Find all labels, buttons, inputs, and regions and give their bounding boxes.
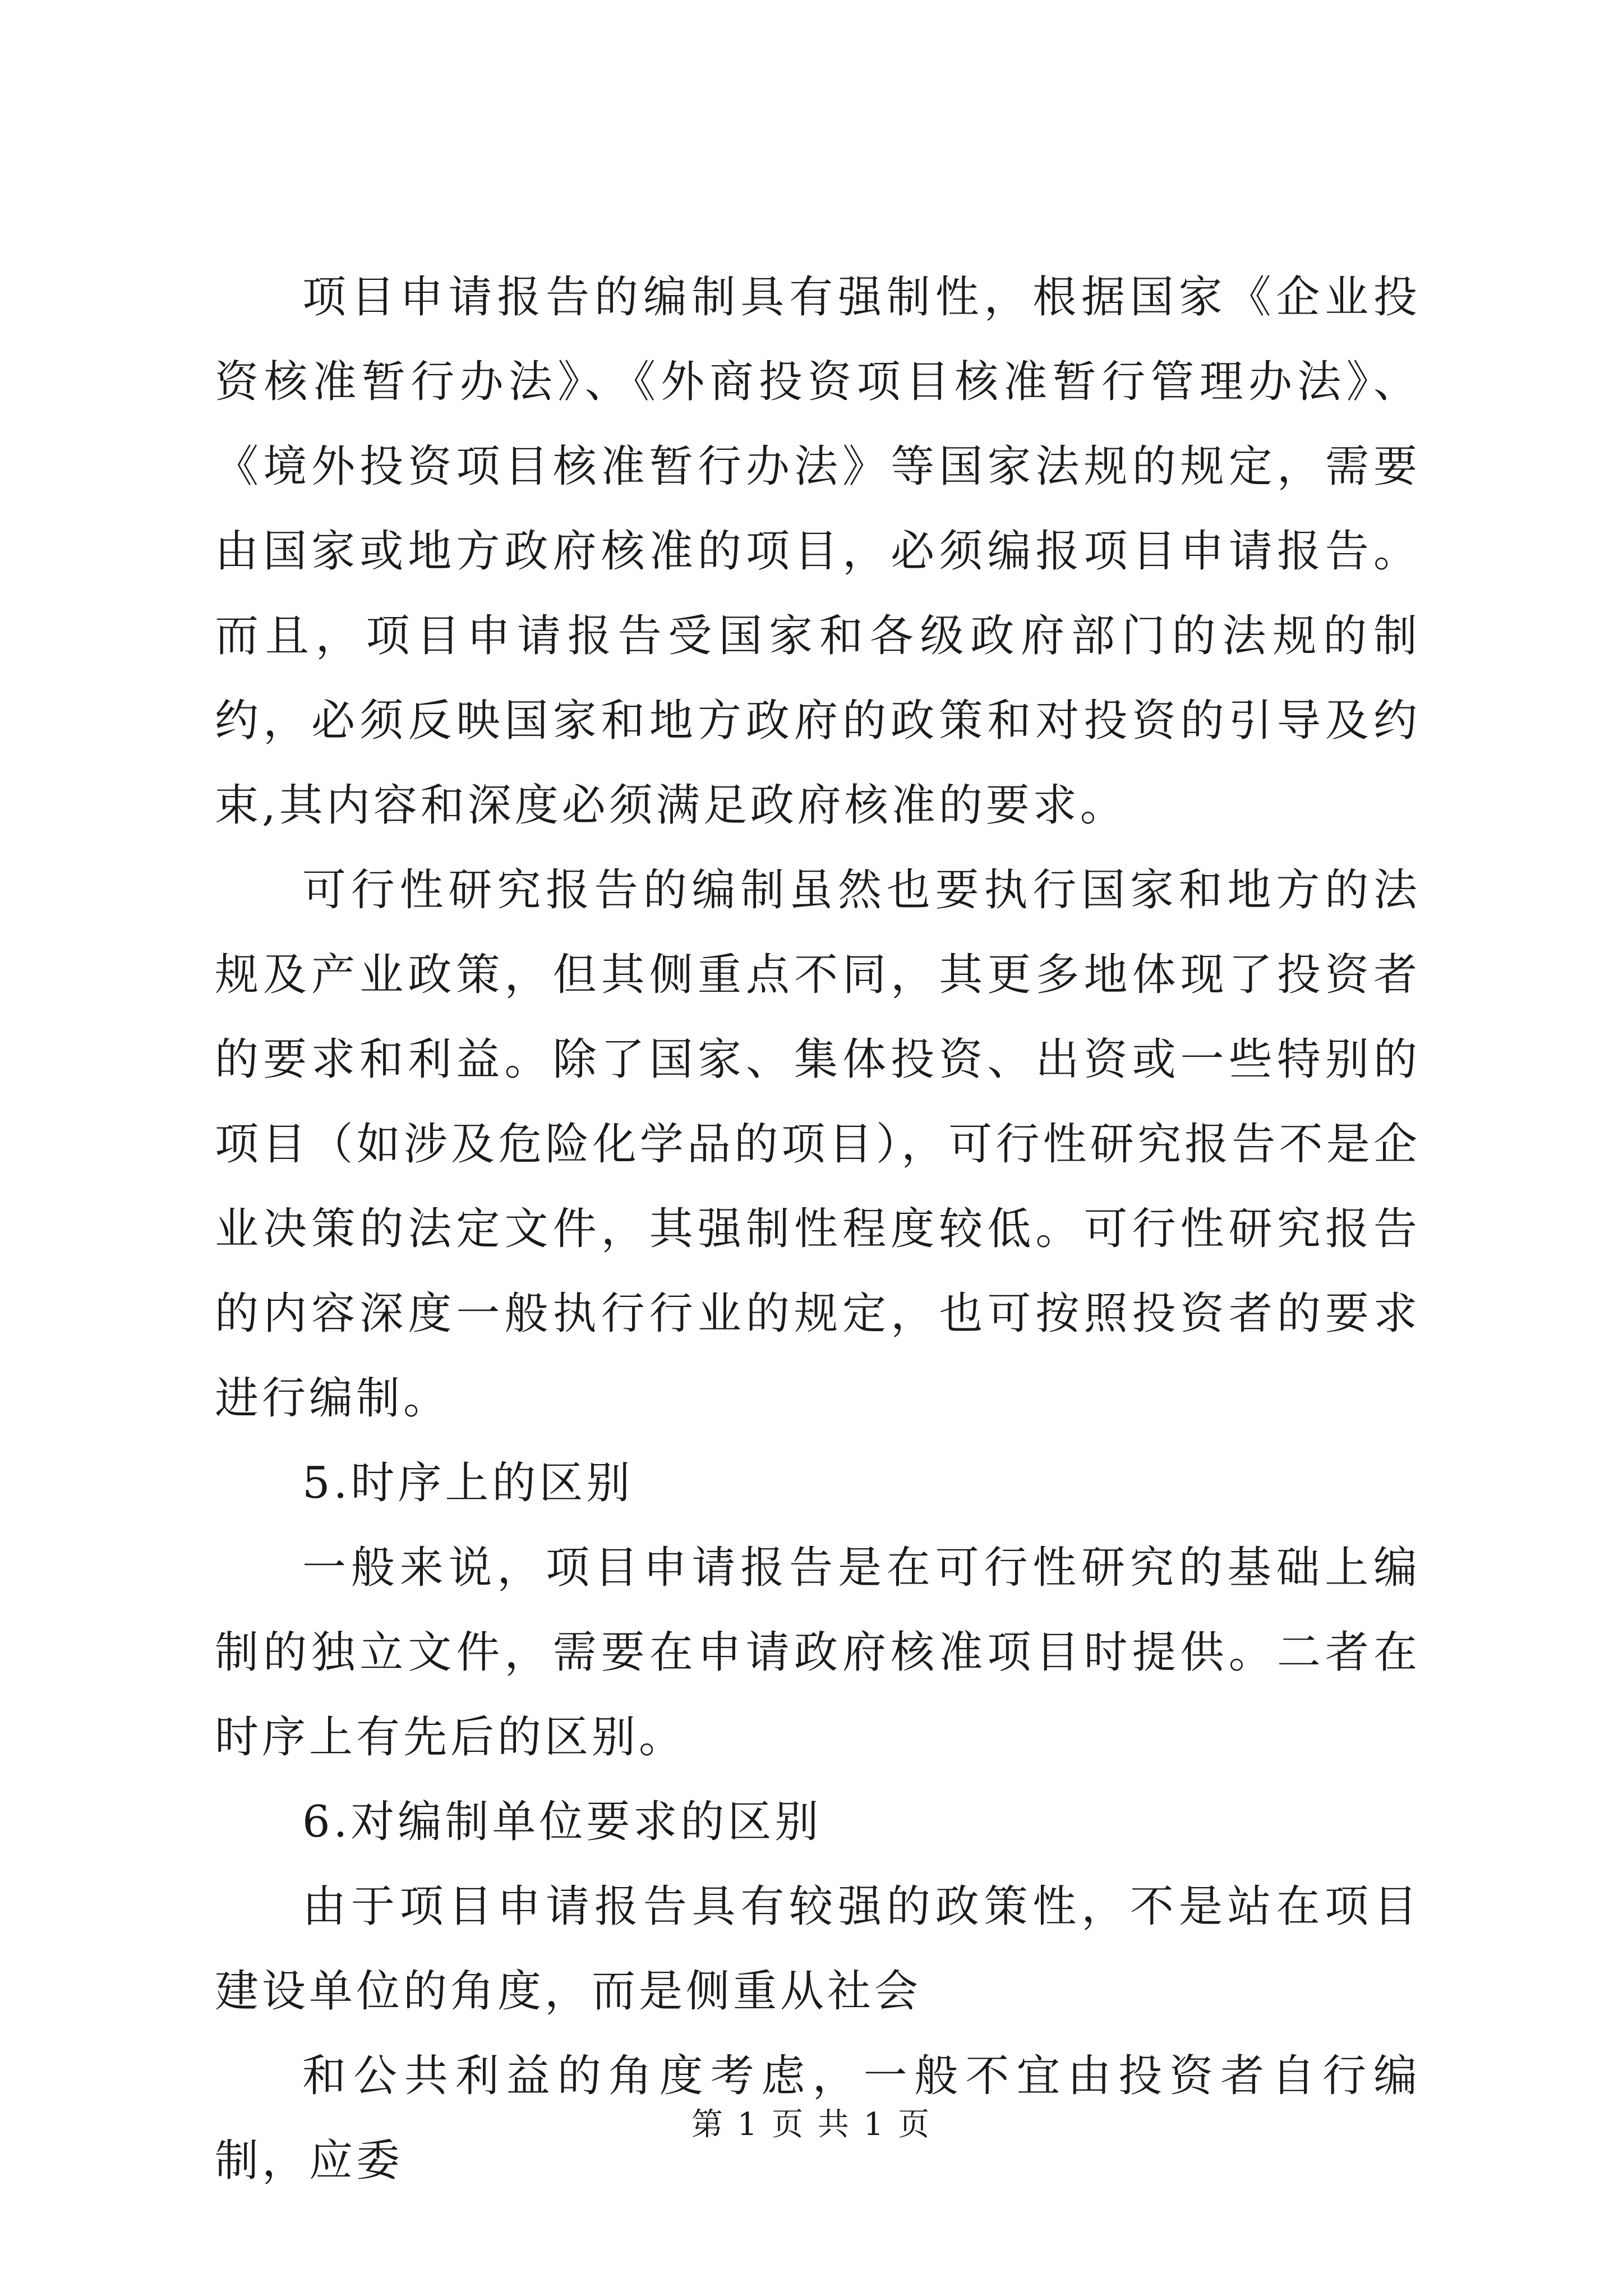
page-footer: 第 1 页 共 1 页 (691, 2106, 932, 2143)
paragraph-approval-mandatory: 项目申请报告的编制具有强制性，根据国家《企业投资核准暂行办法》、《外商投资项目核准暂行管理办法》、《境外投资项目核准暂行办法》等国家法规的规定，需要由国家或地方政府核准的项目，必须编报项目申请报告。而且，项目申请报告受国家和各级政府部门的法规的制约，必须反映国家和地方政府的政策和对投资的引导及约束,其内容和深度必须满足政府核准的要求。 (215, 272, 1421, 831)
paragraph-timing: 一般来说，项目申请报告是在可行性研究的基础上编制的独立文件，需要在申请政府核准项目时提供。二者在时序上有先后的区别。 (215, 1543, 1421, 1763)
section-heading-timing: 5.时序上的区别 (302, 1458, 634, 1508)
paragraph-preparer-1: 由于项目申请报告具有较强的政策性，不是站在项目建设单位的角度，而是侧重从社会 (215, 1881, 1421, 2017)
paragraph-preparer-2: 和公共利益的角度考虑，一般不宜由投资者自行编制，应委 (215, 2051, 1421, 2186)
paragraph-feasibility-study: 可行性研究报告的编制虽然也要执行国家和地方的法规及产业政策，但其侧重点不同，其更多地体现了投资者的要求和利益。除了国家、集体投资、出资或一些特别的项目（如涉及危险化学品的项目），可行性研究报告不是企业决策的法定文件，其强制性程度较低。可行性研究报告的内容深度一般执行行业的规定，也可按照投资者的要求进行编制。 (215, 865, 1421, 1424)
section-heading-preparer: 6.对编制单位要求的区别 (302, 1797, 822, 1847)
document-body (215, 255, 1421, 2203)
